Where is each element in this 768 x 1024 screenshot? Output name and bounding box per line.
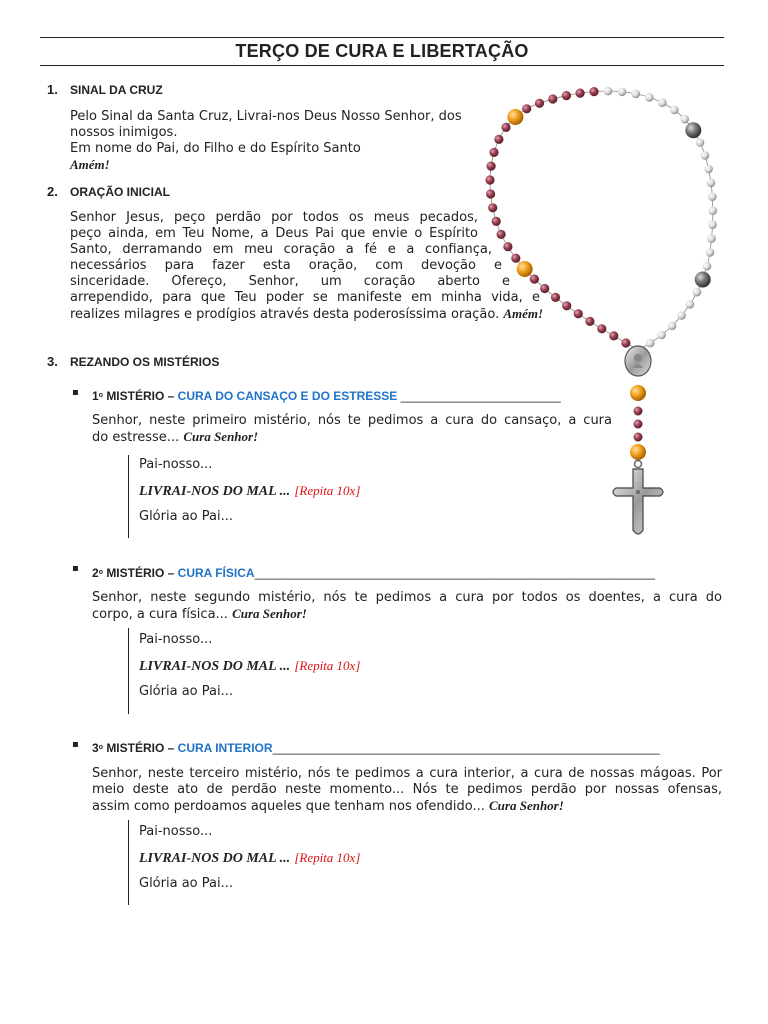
prayer-block xyxy=(128,628,360,714)
section-title: ORAÇÃO INICIAL xyxy=(70,185,170,199)
mystery-name: CURA DO CANSAÇO E DO ESTRESSE xyxy=(177,389,398,403)
section-number: 2. xyxy=(47,184,58,199)
red-bead xyxy=(548,94,557,103)
pearl-bead xyxy=(708,192,717,201)
red-bead xyxy=(540,284,549,293)
livrai-text: LIVRAI-NOS DO MAL ... xyxy=(139,659,291,674)
closing-text: Cura Senhor! xyxy=(489,798,564,813)
top-rule xyxy=(40,37,724,38)
red-bead xyxy=(634,433,643,442)
underline-fill: ____________________________________________________________ xyxy=(254,566,655,580)
text-line: Senhor, neste primeiro mistério, nós te pedimos a cura do cansaço, a cura xyxy=(92,413,612,428)
pearl-bead xyxy=(708,220,717,229)
text-line: Senhor, neste segundo mistério, nós te pedimos a cura por todos os doentes, a cura do xyxy=(92,590,722,605)
red-bead xyxy=(486,189,495,198)
text-line xyxy=(92,798,722,815)
mystery-heading xyxy=(92,389,561,403)
red-bead xyxy=(489,148,498,157)
underline-fill: ________________________ xyxy=(400,389,561,403)
pearl-bead xyxy=(670,106,679,115)
pearl-bead xyxy=(677,311,686,320)
pearl-bead xyxy=(696,138,705,147)
section-title: SINAL DA CRUZ xyxy=(70,83,163,97)
bullet-icon: ▪ xyxy=(72,563,79,574)
text-line-content: do estresse... xyxy=(92,430,180,445)
red-bead xyxy=(634,407,643,416)
red-bead xyxy=(621,338,630,347)
opening-prayer-text xyxy=(70,210,544,323)
pearl-bead xyxy=(680,115,689,124)
pearl-bead xyxy=(646,339,655,348)
red-bead xyxy=(487,162,496,171)
mystery-label: MISTÉRIO – xyxy=(106,566,175,580)
red-bead xyxy=(503,242,512,251)
pearl-bead xyxy=(707,234,716,243)
text-line: sinceridade. Ofereço, Senhor, um coração aberto e xyxy=(70,274,510,289)
our-father-text: Pai-nosso... xyxy=(139,632,213,647)
pearl-bead xyxy=(645,93,654,102)
mystery-heading xyxy=(92,741,660,755)
pearl-bead xyxy=(686,300,695,309)
mystery-ordinal: 1 xyxy=(92,389,99,403)
page-title: TERÇO DE CURA E LIBERTAÇÃO xyxy=(235,41,529,61)
text-line: Senhor Jesus, peço perdão por todos os meus pecados, xyxy=(70,210,478,225)
red-bead xyxy=(522,104,531,113)
sign-of-cross-text xyxy=(70,109,480,173)
red-bead xyxy=(589,87,598,96)
red-bead xyxy=(511,254,520,263)
mystery-ordinal: 2 xyxy=(92,566,99,580)
mystery-heading xyxy=(92,566,655,580)
pearl-bead xyxy=(668,322,677,331)
red-bead xyxy=(494,135,503,144)
red-bead xyxy=(585,317,594,326)
section-number: 3. xyxy=(47,354,58,369)
red-bead xyxy=(609,331,618,340)
red-bead xyxy=(530,275,539,284)
text-line: arrependido, para que Teu poder se manifeste em minha vida, e xyxy=(70,290,540,305)
text-line: Santo, derramando em meu coração a fé e a confiança, xyxy=(70,242,492,257)
repeat-note: [Repita 10x] xyxy=(294,658,361,673)
red-bead xyxy=(501,123,510,132)
red-bead xyxy=(597,324,606,333)
gold-bead xyxy=(507,109,523,125)
section-number: 1. xyxy=(47,82,58,97)
text-line: meio deste ato de perdão neste momento... Nós te pedimos perdão por nossas ofensas, xyxy=(92,782,722,797)
pearl-bead xyxy=(709,206,718,215)
text-line: peço ainda, em Teu Nome, a Deus Pai que envie o Espírito xyxy=(70,226,478,241)
crucifix-icon xyxy=(613,461,663,535)
pearl-bead xyxy=(693,288,702,297)
mystery-label: MISTÉRIO – xyxy=(106,389,175,403)
red-bead xyxy=(576,89,585,98)
red-bead xyxy=(562,91,571,100)
grey-bead xyxy=(695,272,711,288)
pearl-bead xyxy=(704,165,713,174)
red-bead xyxy=(574,309,583,318)
mystery-text xyxy=(92,766,722,815)
pearl-bead xyxy=(657,331,666,340)
pearl-bead xyxy=(701,151,710,160)
text-line: nossos inimigos. xyxy=(70,125,178,140)
glory-be-text: Glória ao Pai... xyxy=(139,684,233,699)
livrai-line xyxy=(139,850,360,876)
glory-be-text: Glória ao Pai... xyxy=(139,876,233,891)
livrai-text: LIVRAI-NOS DO MAL ... xyxy=(139,851,291,866)
red-bead xyxy=(485,175,494,184)
pearl-bead xyxy=(632,90,641,99)
ordinal-sup: o xyxy=(98,744,103,751)
mystery-ordinal: 3 xyxy=(92,741,99,755)
pearl-bead xyxy=(706,248,715,257)
text-line xyxy=(92,429,612,446)
pearl-bead xyxy=(707,179,716,188)
pearl-bead xyxy=(658,98,667,107)
prayer-block xyxy=(128,820,360,905)
bullet-icon: ▪ xyxy=(72,387,79,398)
red-bead xyxy=(535,99,544,108)
mystery-name: CURA INTERIOR xyxy=(177,741,273,755)
livrai-line xyxy=(139,658,360,684)
text-line: Senhor, neste terceiro mistério, nós te pedimos a cura interior, a cura de nossas mágoas. Por xyxy=(92,766,722,781)
text-line-content: corpo, a cura física... xyxy=(92,607,228,622)
prayer-block xyxy=(128,455,360,538)
pearl-bead xyxy=(604,87,613,96)
text-line-content: realizes milagres e prodígios através desta poderosíssima oração. xyxy=(70,307,500,322)
gold-bead xyxy=(517,261,533,277)
repeat-note: [Repita 10x] xyxy=(294,850,361,865)
our-father-text: Pai-nosso... xyxy=(139,457,213,472)
ordinal-sup: o xyxy=(98,569,103,576)
grey-bead xyxy=(685,122,701,138)
pearl-bead xyxy=(703,262,712,271)
title-rule xyxy=(40,65,724,66)
gold-bead xyxy=(630,385,646,401)
amen-text: Amém! xyxy=(70,157,110,172)
closing-text: Cura Senhor! xyxy=(183,429,259,444)
mystery-text xyxy=(92,590,722,623)
mystery-label: MISTÉRIO – xyxy=(106,741,175,755)
medal-icon xyxy=(625,346,651,376)
red-bead xyxy=(551,293,560,302)
livrai-text: LIVRAI-NOS DO MAL ... xyxy=(139,484,291,499)
text-line: Pelo Sinal da Santa Cruz, Livrai-nos Deus Nosso Senhor, dos xyxy=(70,109,462,124)
text-line-content: assim como perdoamos aqueles que tenham nos ofendido... xyxy=(92,799,485,814)
red-bead xyxy=(634,420,643,429)
text-line: Em nome do Pai, do Filho e do Espírito Santo xyxy=(70,141,361,156)
our-father-text: Pai-nosso... xyxy=(139,824,213,839)
livrai-line xyxy=(139,483,360,509)
pearl-bead xyxy=(618,88,627,97)
red-bead xyxy=(562,301,571,310)
text-line xyxy=(92,606,722,623)
glory-be-text: Glória ao Pai... xyxy=(139,509,233,524)
amen-text: Amém! xyxy=(503,306,544,321)
closing-text: Cura Senhor! xyxy=(232,606,307,621)
mystery-name: CURA FÍSICA xyxy=(177,566,255,580)
ordinal-sup: o xyxy=(98,392,103,399)
repeat-note: [Repita 10x] xyxy=(294,483,361,498)
gold-bead xyxy=(630,444,646,460)
text-line: necessários para fazer esta oração, com devoção e xyxy=(70,258,502,273)
section-title: REZANDO OS MISTÉRIOS xyxy=(70,355,220,369)
underline-fill: __________________________________________________________ xyxy=(272,741,660,755)
mystery-text xyxy=(92,413,612,446)
bullet-icon: ▪ xyxy=(72,739,79,750)
text-line xyxy=(70,306,544,323)
